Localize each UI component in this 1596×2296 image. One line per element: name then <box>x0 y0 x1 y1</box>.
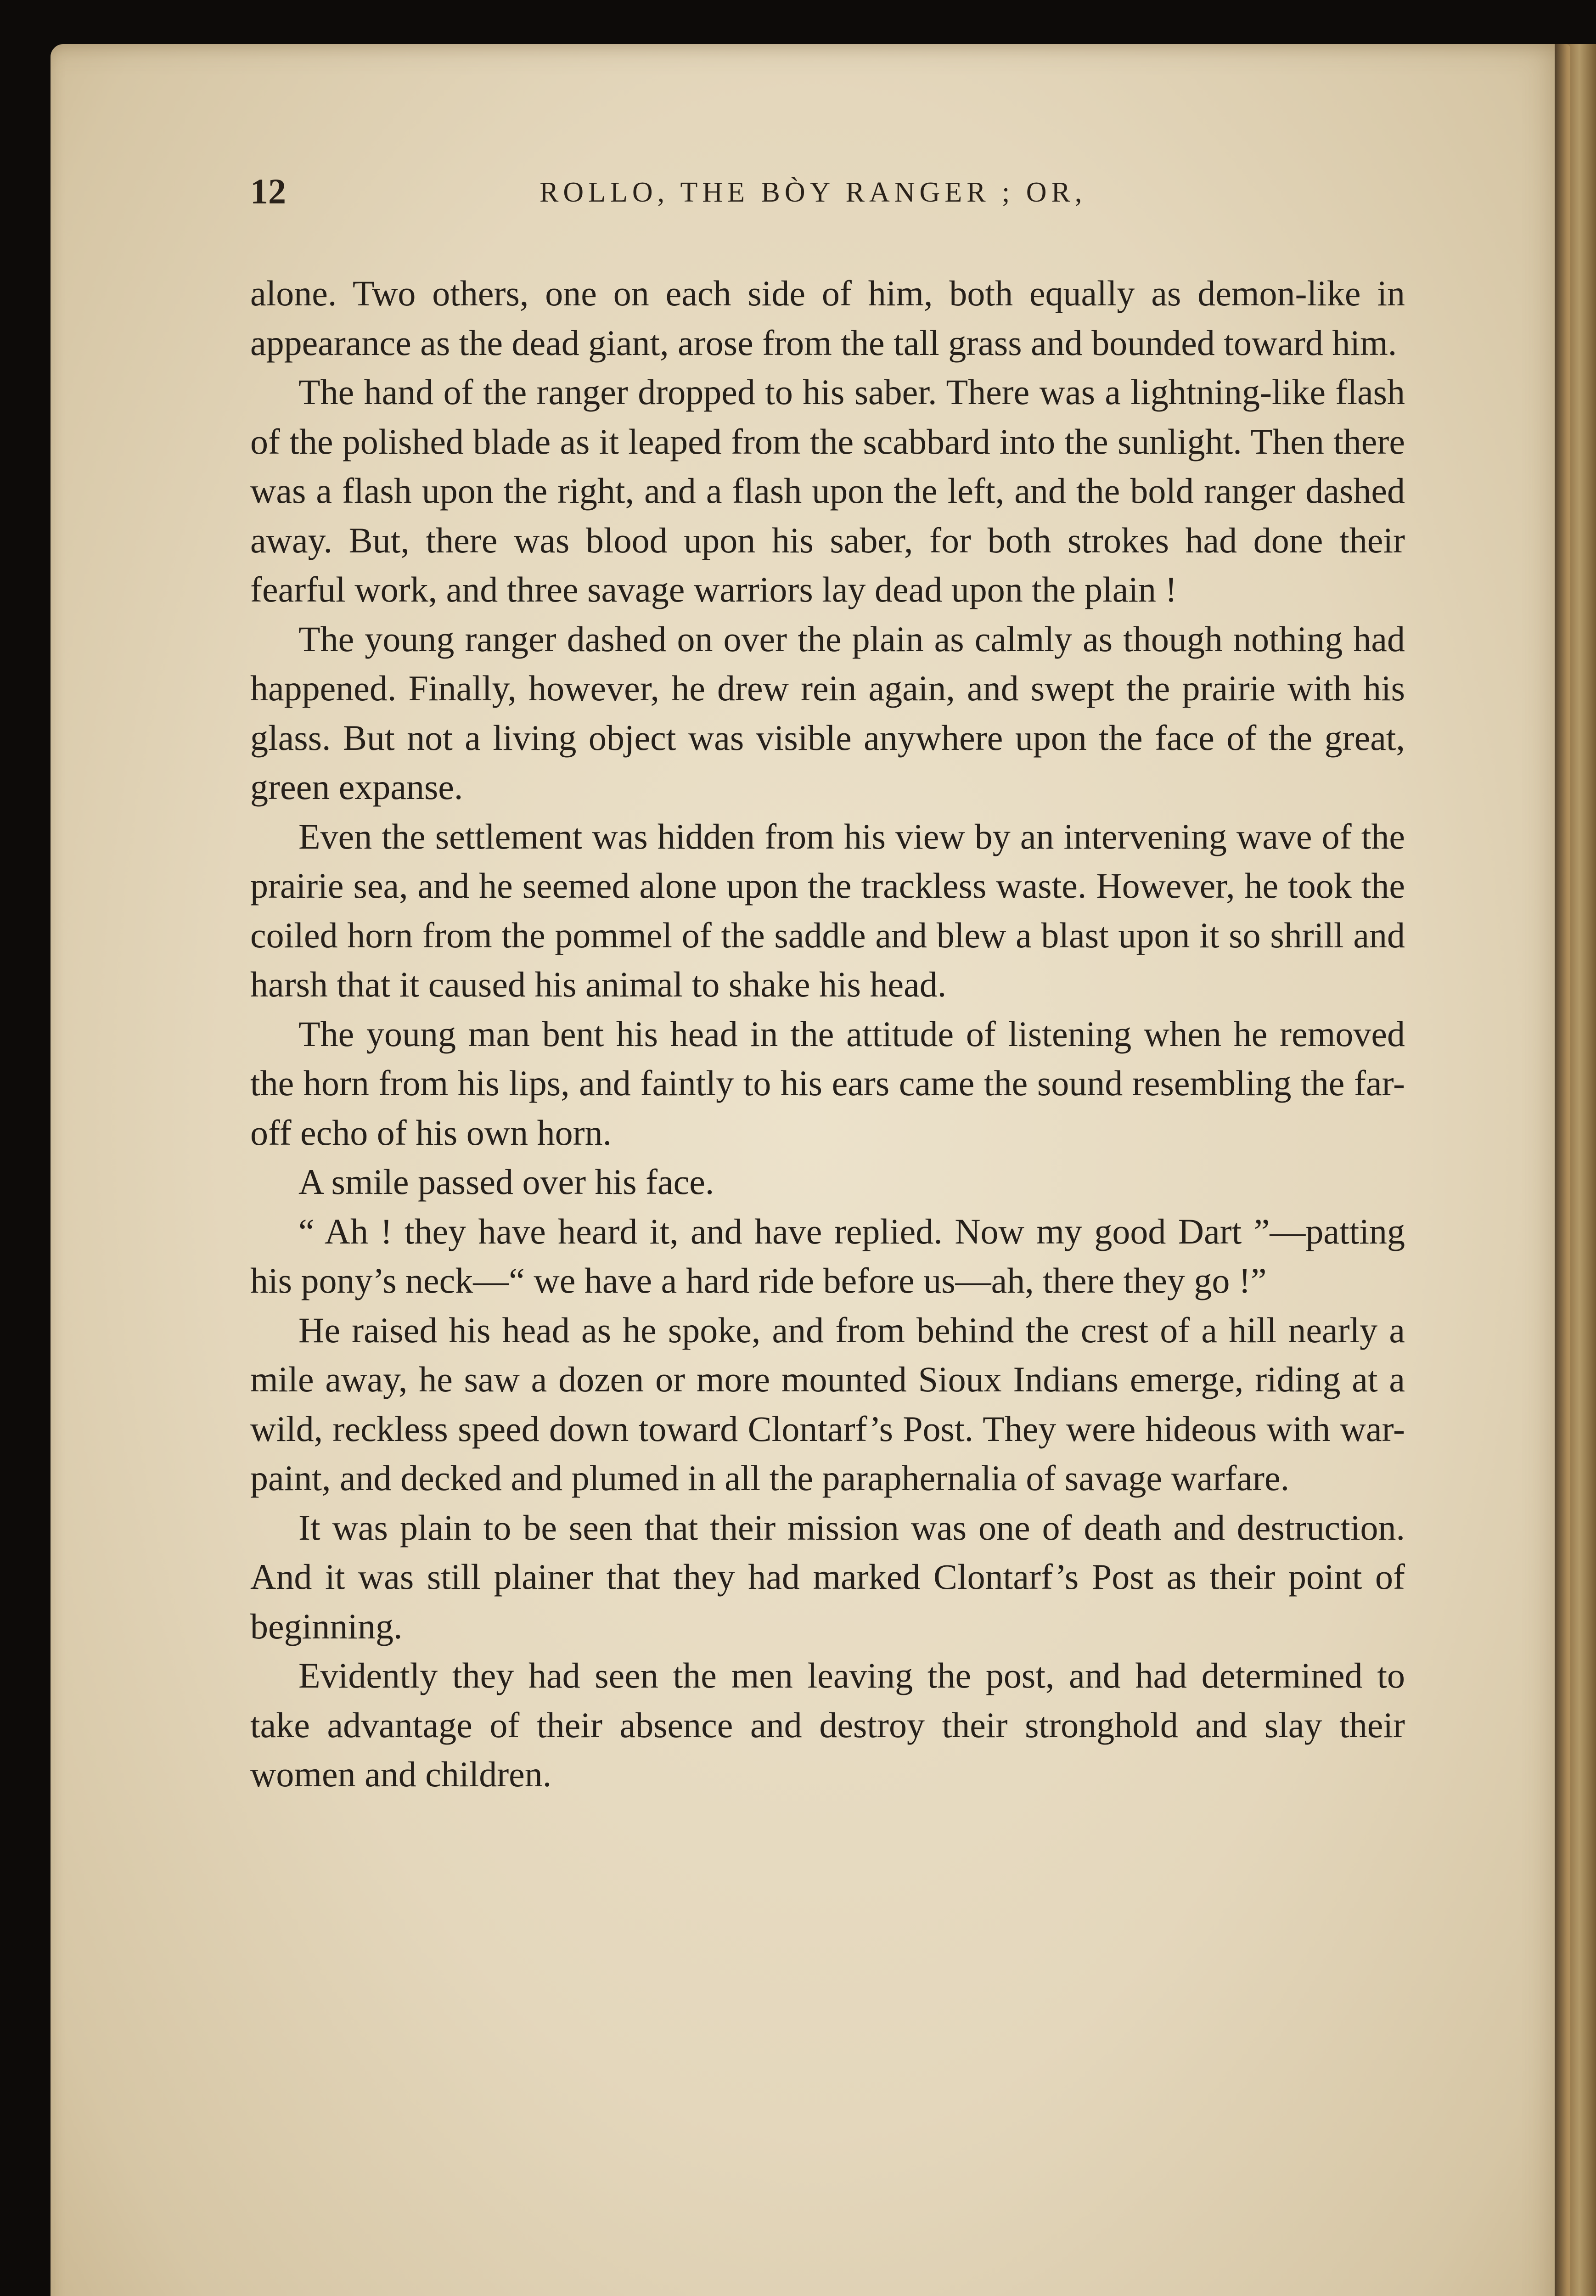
page-number: 12 <box>250 171 286 211</box>
paragraph: The hand of the ranger dropped to his saber. There was a lightning-like flash of the polished blade as it leaped from the scabbard into the sunlight. Then there was a flash upon the right, and a flash upon the left, and the bold ranger dashed away. But, there was blood upon his saber, for both strokes had done their fearful work, and three savage warriors lay dead upon the plain ! <box>250 372 1405 609</box>
page-edge <box>1555 44 1596 2296</box>
paragraph: He raised his head as he spoke, and from behind the crest of a hill nearly a mile away, he saw a dozen or more mounted Sioux Indians emerge, riding at a wild, reckless speed down toward Clontarf’s Post. They were hideous with war-paint, and decked and plumed in all the paraphernalia of savage warfare. <box>250 1310 1405 1498</box>
paragraph: Even the settlement was hidden from his view by an intervening wave of the prairie sea, and he seemed alone upon the trackless waste. However, he took the coiled horn from the pommel of the saddle and blew a blast upon it so shrill and harsh that it caused his animal to shake his head. <box>250 816 1405 1004</box>
paragraph: The young man bent his head in the attitude of listening when he removed the horn from his lips, and faintly to his ears came the sound resembling the far-off echo of his own horn. <box>250 1013 1405 1153</box>
paragraph: It was plain to be seen that their mission was one of death and destruction. And it was still plainer that they had marked Clontarf’s Post as their point of beginning. <box>250 1507 1405 1646</box>
running-head: ROLLO, THE BÒY RANGER ; OR, <box>539 177 1087 208</box>
paragraph: The young ranger dashed on over the plain as calmly as though nothing had happened. Finally, however, he drew rein again, and swept the prairie with his glass. But not a living object was visible anywhere upon the face of the great, green expanse. <box>250 619 1405 807</box>
paragraph: Evidently they had seen the men leaving the post, and had determined to take advantage of their absence and destroy their stronghold and slay their women and children. <box>250 1655 1405 1794</box>
page-header <box>250 171 1403 226</box>
paragraph: “ Ah ! they have heard it, and have replied. Now my good Dart ”—patting his pony’s neck—“ we have a hard ride before us—ah, there they go !” <box>250 1211 1405 1300</box>
paragraph: A smile passed over his face. <box>298 1162 714 1202</box>
body-text <box>250 269 1405 1799</box>
paragraph: alone. Two others, one on each side of him, both equally as demon-like in appearance as the dead giant, arose from the tall grass and bounded toward him. <box>250 273 1405 363</box>
